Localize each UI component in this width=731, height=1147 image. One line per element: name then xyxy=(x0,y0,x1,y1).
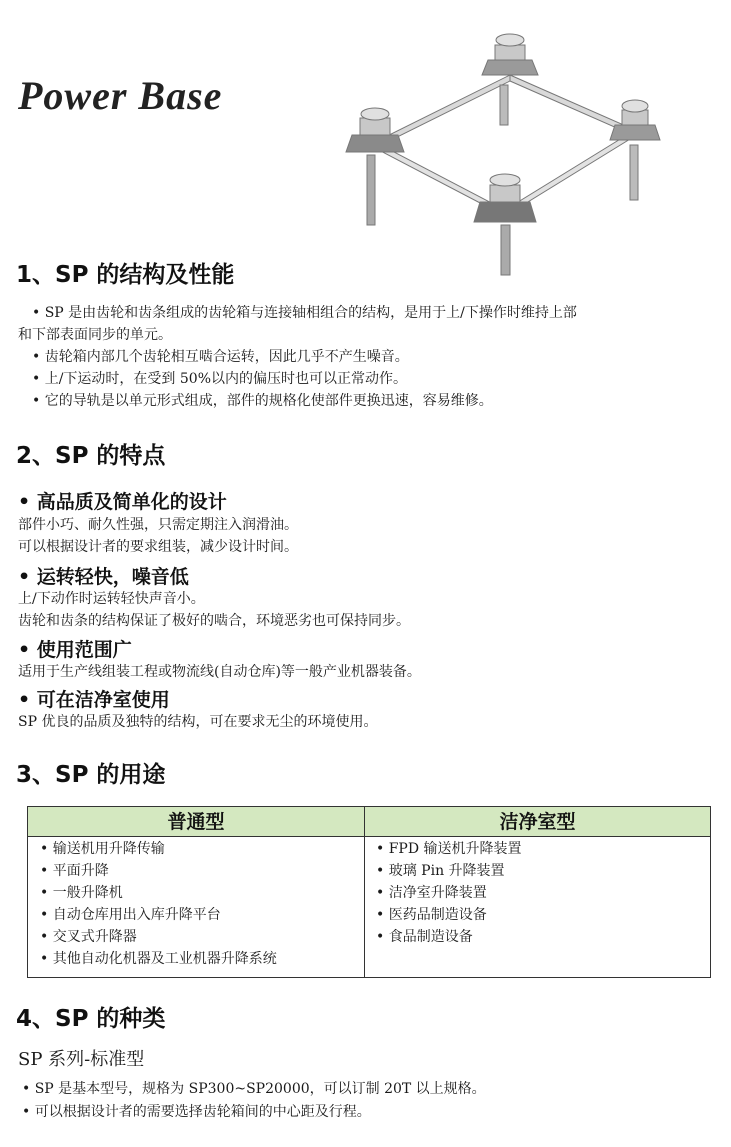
feature-line: 上/下动作时运转轻快声音小。 xyxy=(18,591,205,607)
power-base-unit-illustration xyxy=(340,30,670,280)
section-2-title: 2、SP 的特点 xyxy=(16,443,166,469)
gearbox-right xyxy=(610,100,660,140)
s1-line: • 它的导轨是以单元形式组成，部件的规格化使部件更换迅速，容易维修。 xyxy=(32,393,493,409)
list-item: • 自动仓库用出入库升降平台 xyxy=(40,904,277,926)
list-item: • 食品制造设备 xyxy=(376,926,522,948)
s4-bullet: • SP 是基本型号，规格为 SP300~SP20000，可以订制 20T 以上规格。 xyxy=(22,1081,486,1097)
gearbox-left xyxy=(346,108,404,152)
feature-line: 适用于生产线组装工程或物流线(自动仓库)等一般产业机器装备。 xyxy=(18,664,421,680)
list-item: • 玻璃 Pin 升降装置 xyxy=(376,860,522,882)
feature-line: SP 优良的品质及独特的结构，可在要求无尘的环境使用。 xyxy=(18,714,378,730)
header-normal-type: 普通型 xyxy=(28,807,364,837)
s1-line: • 齿轮箱内部几个齿轮相互啮合运转，因此几乎不产生噪音。 xyxy=(32,349,409,365)
table-divider xyxy=(364,807,365,977)
normal-type-list xyxy=(40,838,277,970)
feature-title: • 运转轻快，噪音低 xyxy=(18,566,189,588)
s1-line: • 上/下运动时，在受到 50%以内的偏压时也可以正常动作。 xyxy=(32,371,407,387)
cleanroom-type-list xyxy=(376,838,522,948)
application-table xyxy=(27,806,711,978)
list-item: • FPD 输送机升降装置 xyxy=(376,838,522,860)
feature-title: • 使用范围广 xyxy=(18,639,132,661)
header-cleanroom-type: 洁净室型 xyxy=(365,807,710,837)
section-3-title: 3、SP 的用途 xyxy=(16,762,166,788)
list-item: • 医药品制造设备 xyxy=(376,904,522,926)
list-item: • 平面升降 xyxy=(40,860,277,882)
series-subtitle: SP 系列-标准型 xyxy=(18,1049,145,1070)
s1-line: • SP 是由齿轮和齿条组成的齿轮箱与连接轴相组合的结构，是用于上/下操作时维持上部 xyxy=(32,305,577,321)
list-item: • 洁净室升降装置 xyxy=(376,882,522,904)
gearbox-back xyxy=(482,34,538,75)
logo-power-base: Power Base xyxy=(18,73,223,118)
list-item: • 输送机用升降传输 xyxy=(40,838,277,860)
list-item: • 其他自动化机器及工业机器升降系统 xyxy=(40,948,277,970)
list-item: • 一般升降机 xyxy=(40,882,277,904)
s1-line: 和下部表面同步的单元。 xyxy=(18,327,172,343)
s4-bullet: • 可以根据设计者的需要选择齿轮箱间的中心距及行程。 xyxy=(22,1104,371,1120)
section-4-title: 4、SP 的种类 xyxy=(16,1006,166,1032)
feature-line: 部件小巧、耐久性强，只需定期注入润滑油。 xyxy=(18,517,298,533)
feature-title: • 高品质及简单化的设计 xyxy=(18,491,227,513)
feature-title: • 可在洁净室使用 xyxy=(18,689,170,711)
list-item: • 交叉式升降器 xyxy=(40,926,277,948)
feature-line: 可以根据设计者的要求组装，减少设计时间。 xyxy=(18,539,298,555)
feature-line: 齿轮和齿条的结构保证了极好的啮合，环境恶劣也可保持同步。 xyxy=(18,613,410,629)
section-1-title: 1、SP 的结构及性能 xyxy=(16,262,235,288)
